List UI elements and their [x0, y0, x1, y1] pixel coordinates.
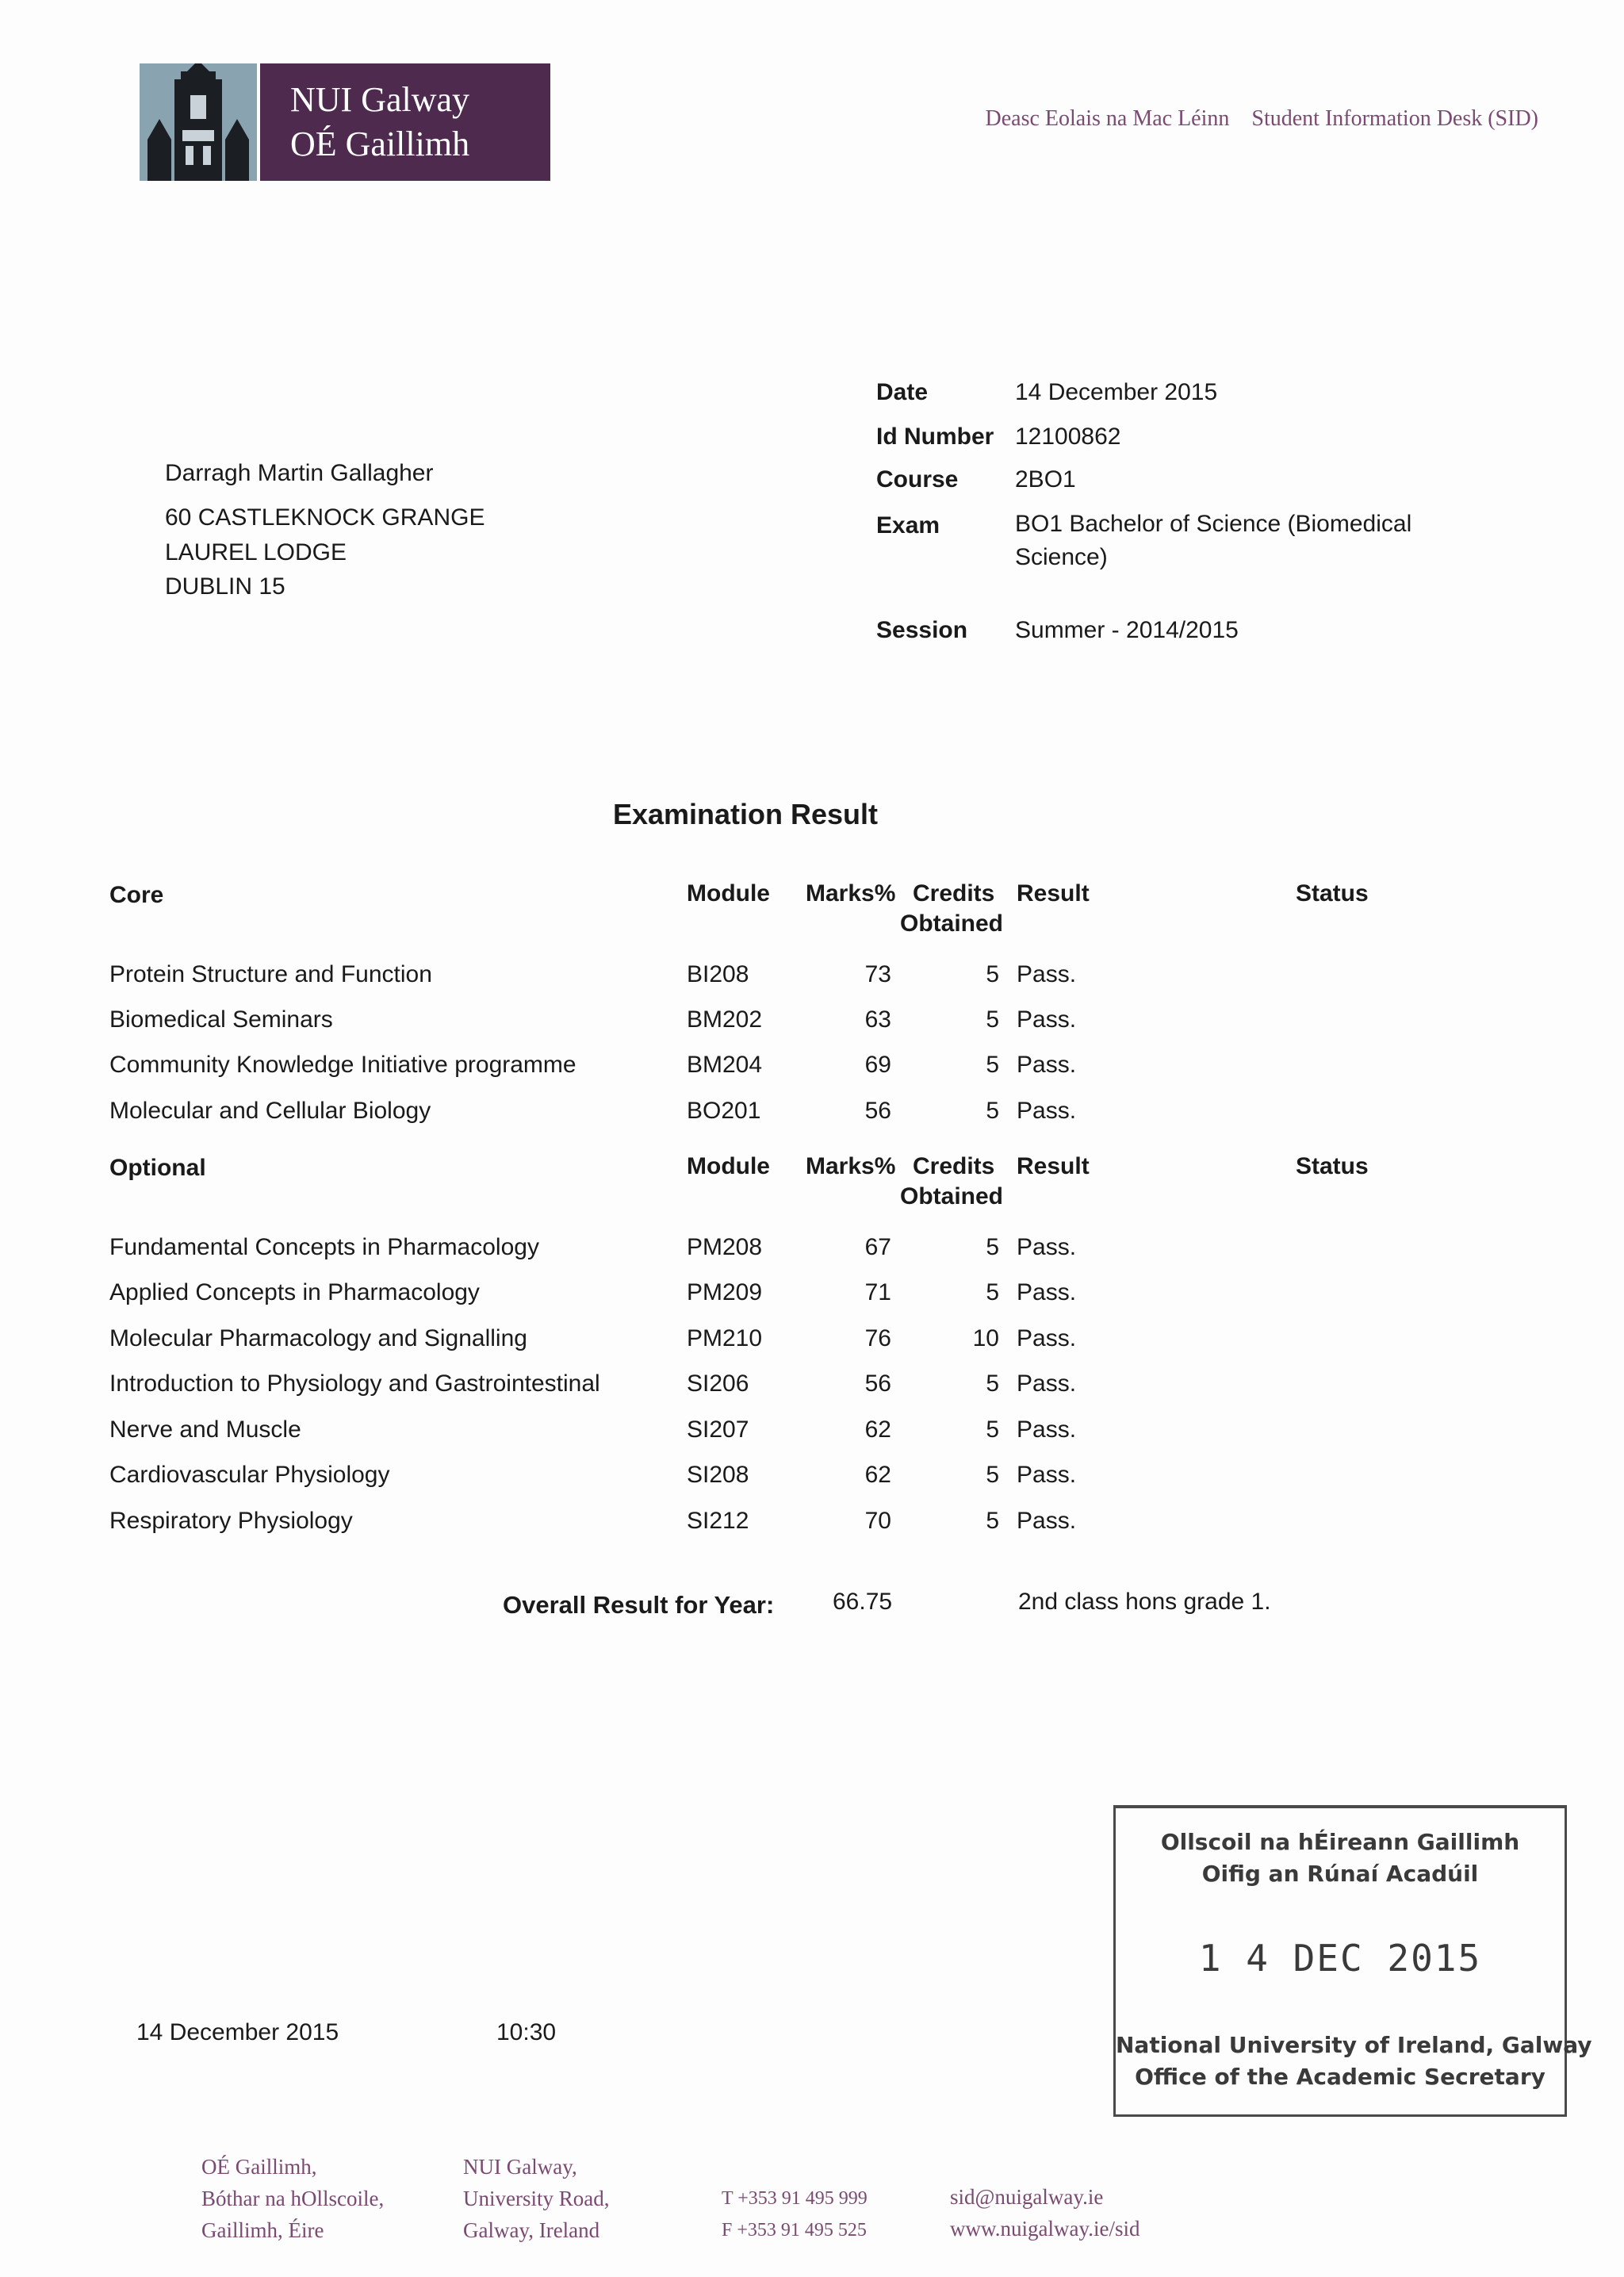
module-result: Pass.	[1017, 1006, 1077, 1033]
module-title: Community Knowledge Initiative programme	[109, 1052, 576, 1078]
module-credits: 5	[986, 1234, 999, 1260]
col-credits: Credits	[913, 880, 995, 907]
module-marks: 70	[864, 1508, 891, 1534]
module-result: Pass.	[1017, 1279, 1077, 1305]
module-marks: 69	[864, 1052, 891, 1078]
module-title: Molecular and Cellular Biology	[109, 1098, 431, 1124]
session-label: Session	[876, 617, 968, 643]
address-line-1: 60 CASTLEKNOCK GRANGE	[165, 504, 485, 531]
module-credits: 5	[986, 961, 999, 987]
overall-classification: 2nd class hons grade 1.	[1018, 1589, 1271, 1615]
module-title: Nerve and Muscle	[109, 1416, 301, 1443]
module-result: Pass.	[1017, 1508, 1077, 1534]
module-title: Fundamental Concepts in Pharmacology	[109, 1234, 539, 1260]
module-credits: 5	[986, 1462, 999, 1488]
footer-phone: T +353 91 495 999	[722, 2188, 868, 2209]
footer-email[interactable]: sid@nuigalway.ie	[950, 2185, 1104, 2209]
col-status: Status	[1296, 1153, 1369, 1179]
logo-line-2: OÉ Gaillimh	[290, 125, 470, 163]
footer-contact-phone	[722, 2183, 868, 2246]
exam-label: Exam	[876, 512, 940, 539]
module-credits: 10	[972, 1325, 999, 1351]
col-marks: Marks%	[806, 1153, 896, 1179]
tower-icon	[140, 63, 257, 181]
overall-result-mark: 66.75	[833, 1589, 893, 1615]
stamp-date: 1 4 DEC 2015	[1198, 1937, 1482, 1980]
address-line-2: LAUREL LODGE	[165, 539, 347, 565]
module-marks: 62	[864, 1462, 891, 1488]
module-marks: 73	[864, 961, 891, 987]
sid-header	[825, 106, 1538, 132]
module-marks: 56	[864, 1370, 891, 1397]
course-label: Course	[876, 466, 959, 493]
footer-contact-web	[950, 2181, 1139, 2244]
module-marks: 67	[864, 1234, 891, 1260]
module-result: Pass.	[1017, 1370, 1077, 1397]
col-module: Module	[687, 1153, 770, 1179]
session-value: Summer - 2014/2015	[1015, 617, 1239, 643]
recipient-name: Darragh Martin Gallagher	[165, 460, 434, 486]
module-code: PM209	[687, 1279, 763, 1305]
module-result: Pass.	[1017, 1098, 1077, 1124]
module-title: Molecular Pharmacology and Signalling	[109, 1325, 527, 1351]
footer-fax: F +353 91 495 525	[722, 2220, 867, 2241]
section-heading-core: Core	[109, 882, 164, 908]
date-value: 14 December 2015	[1015, 379, 1218, 405]
col-module: Module	[687, 880, 770, 907]
print-date: 14 December 2015	[136, 2019, 339, 2045]
stamp-line-4: Office of the Academic Secretary	[1135, 2064, 1545, 2090]
module-title: Protein Structure and Function	[109, 961, 432, 987]
overall-result-label: Overall Result for Year:	[503, 1591, 775, 1619]
module-marks: 63	[864, 1006, 891, 1033]
module-result: Pass.	[1017, 1052, 1077, 1078]
section-heading-optional: Optional	[109, 1155, 206, 1181]
office-stamp	[1113, 1805, 1592, 2117]
col-credits-obtained: Obtained	[900, 910, 1004, 937]
col-credits: Credits	[913, 1153, 995, 1179]
module-code: BM204	[687, 1052, 763, 1078]
module-code: BI208	[687, 961, 749, 987]
col-result: Result	[1017, 1153, 1090, 1179]
module-credits: 5	[986, 1098, 999, 1124]
sid-irish: Deasc Eolais na Mac Léinn	[985, 106, 1230, 131]
footer-irish-line-2: Bóthar na hOllscoile,	[201, 2187, 385, 2210]
module-credits: 5	[986, 1370, 999, 1397]
footer-irish-address	[201, 2151, 384, 2246]
page-title: Examination Result	[612, 798, 879, 830]
exam-value: BO1 Bachelor of Science (Biomedical Science)	[1015, 511, 1412, 570]
module-marks: 71	[864, 1279, 891, 1305]
col-credits-obtained: Obtained	[900, 1183, 1004, 1209]
footer-english-line-2: University Road,	[463, 2187, 610, 2210]
course-value: 2BO1	[1015, 466, 1076, 493]
footer-website[interactable]: www.nuigalway.ie/sid	[950, 2217, 1140, 2241]
module-title: Cardiovascular Physiology	[109, 1462, 390, 1488]
footer-english-line-1: NUI Galway,	[463, 2155, 577, 2179]
module-marks: 62	[864, 1416, 891, 1443]
col-marks: Marks%	[806, 880, 896, 907]
date-label: Date	[876, 379, 929, 405]
module-result: Pass.	[1017, 961, 1077, 987]
stamp-line-1: Ollscoil na hÉireann Gaillimh	[1160, 1829, 1520, 1855]
module-title: Applied Concepts in Pharmacology	[109, 1279, 480, 1305]
id-label: Id Number	[876, 424, 994, 450]
module-credits: 5	[986, 1508, 999, 1534]
module-title: Biomedical Seminars	[109, 1006, 333, 1033]
module-marks: 56	[864, 1098, 891, 1124]
stamp-line-3: National University of Ireland, Galway	[1116, 2032, 1592, 2058]
sid-english: Student Information Desk (SID)	[1251, 106, 1538, 131]
module-code: SI206	[687, 1370, 749, 1397]
id-value: 12100862	[1015, 424, 1121, 450]
module-credits: 5	[986, 1279, 999, 1305]
address-line-3: DUBLIN 15	[165, 573, 285, 600]
module-title: Introduction to Physiology and Gastrointestinal	[109, 1370, 600, 1397]
col-result: Result	[1017, 880, 1090, 907]
module-code: SI207	[687, 1416, 749, 1443]
footer-irish-line-1: OÉ Gaillimh,	[201, 2155, 317, 2179]
footer-irish-line-3: Gaillimh, Éire	[201, 2218, 324, 2242]
footer-english-address	[463, 2151, 609, 2246]
module-credits: 5	[986, 1006, 999, 1033]
module-code: BO201	[687, 1098, 761, 1124]
module-result: Pass.	[1017, 1462, 1077, 1488]
module-credits: 5	[986, 1052, 999, 1078]
footer-english-line-3: Galway, Ireland	[463, 2218, 600, 2242]
module-result: Pass.	[1017, 1325, 1077, 1351]
module-code: BM202	[687, 1006, 763, 1033]
university-logo	[140, 63, 550, 181]
module-code: SI208	[687, 1462, 749, 1488]
stamp-line-2: Oifig an Rúnaí Acadúil	[1201, 1861, 1479, 1887]
module-result: Pass.	[1017, 1416, 1077, 1443]
module-code: SI212	[687, 1508, 749, 1534]
module-marks: 76	[864, 1325, 891, 1351]
col-status: Status	[1296, 880, 1369, 907]
module-code: PM210	[687, 1325, 763, 1351]
module-title: Respiratory Physiology	[109, 1508, 353, 1534]
module-code: PM208	[687, 1234, 763, 1260]
print-time: 10:30	[496, 2019, 557, 2045]
module-result: Pass.	[1017, 1234, 1077, 1260]
module-credits: 5	[986, 1416, 999, 1443]
logo-line-1: NUI Galway	[290, 80, 470, 119]
